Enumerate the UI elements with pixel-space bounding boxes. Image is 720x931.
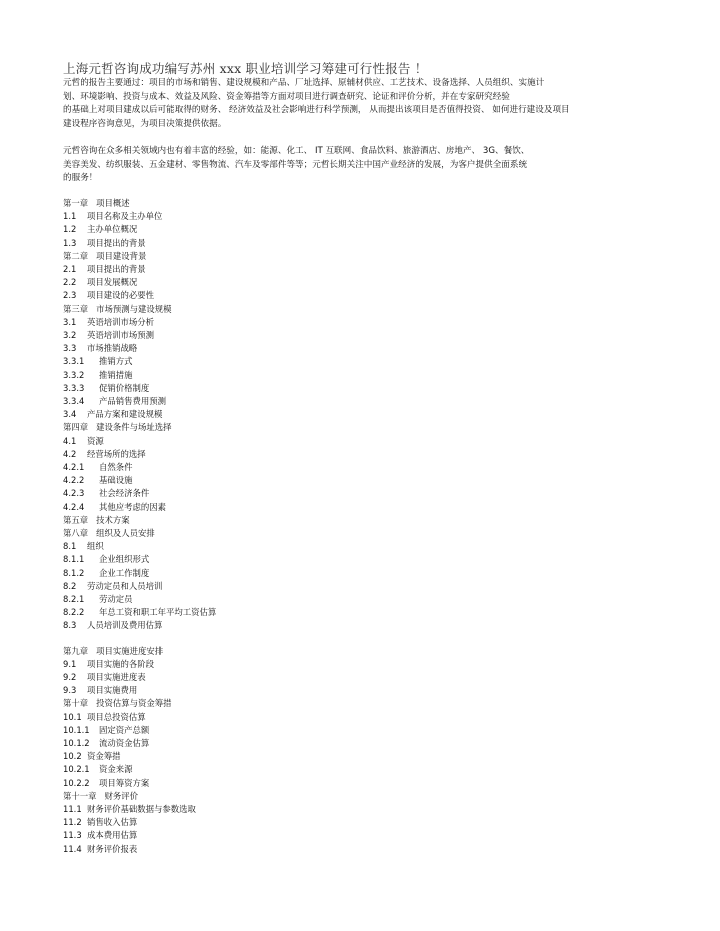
toc-entry-title: 项目建设背景: [96, 250, 147, 261]
toc-entry: [63, 804, 196, 815]
toc-entry-number: 11.3: [63, 830, 82, 841]
toc-entry-title: 投资估算与资金筹措: [96, 698, 172, 709]
about-line: 元哲咨询在众多相关领域内也有着丰富的经验，如：能源、化工、 IT 互联网、食品饮料、旅游酒店、房地产、 3G、餐饮、: [63, 146, 530, 156]
toc-entry: [63, 738, 149, 749]
toc-entry-number: 11.4: [63, 843, 82, 854]
toc-entry-title: 市场预测与建设规模: [96, 303, 172, 314]
about-line: 的服务！: [63, 173, 98, 183]
toc-entry: [63, 712, 146, 723]
toc-entry-title: 劳动定员和人员培训: [87, 580, 163, 591]
toc-entry: [63, 238, 146, 249]
toc-entry-title: 年总工资和职工年平均工资估算: [99, 607, 217, 618]
toc-entry: [63, 685, 137, 696]
toc-entry-title: 经营场所的选择: [87, 448, 146, 459]
toc-entry-number: 10.1: [63, 711, 82, 722]
intro-line: 元哲的报告主要通过：项目的市场和销售、建设规模和产品、厂址选择、原辅材供应、工艺技术、设备选择、人员组织、实施计: [63, 78, 545, 88]
toc-entry-number: 10.2: [63, 751, 82, 762]
toc-entry-number: 10.1.2: [63, 738, 90, 748]
toc-entry: [63, 817, 137, 828]
toc-entry: [63, 515, 130, 526]
toc-entry: [63, 791, 138, 802]
toc-entry-title: 项目概述: [96, 198, 130, 208]
toc-entry-number: 4.2.3: [63, 488, 85, 499]
toc-entry-number: 9.2: [63, 672, 77, 682]
toc-entry-title: 英语培训市场分析: [87, 316, 154, 327]
toc-entry-title: 项目建设的必要性: [87, 290, 154, 301]
toc-entry-title: 社会经济条件: [99, 488, 150, 499]
toc-entry-title: 技术方案: [96, 514, 130, 525]
toc-entry-number: 3.3.4: [63, 396, 85, 406]
toc-entry-title: 项目实施进度表: [87, 672, 146, 682]
toc-entry: [63, 764, 133, 775]
toc-entry: [63, 725, 149, 736]
toc-entry: [63, 488, 149, 499]
toc-entry-number: 11.1: [63, 804, 82, 814]
toc-entry: [63, 211, 162, 222]
toc-entry: [63, 751, 121, 762]
about-line: 美容美发、纺织服装、五金建材、零售物流、汽车及零部件等等；元哲长期关注中国产业经济的发展，为客户提供全面系统: [63, 159, 528, 170]
toc-entry-title: 项目筹资方案: [99, 777, 150, 788]
toc-entry: [63, 698, 172, 709]
toc-entry-title: 人员培训及费用估算: [87, 620, 163, 631]
toc-entry-title: 项目发展概况: [87, 277, 138, 288]
toc-entry: [63, 594, 133, 605]
toc-entry: [63, 620, 162, 631]
toc-entry-number: 10.1.1: [63, 724, 90, 735]
toc-entry: [63, 198, 130, 209]
toc-entry-title: 主办单位概况: [87, 224, 138, 235]
toc-entry-number: 10.2.2: [63, 777, 90, 788]
toc-entry-title: 项目名称及主办单位: [87, 211, 163, 222]
toc-entry-title: 产品方案和建设规模: [87, 409, 163, 420]
toc-entry-title: 企业组织形式: [99, 554, 150, 565]
toc-entry: [63, 330, 154, 341]
toc-entry-title: 产品销售费用预测: [99, 396, 166, 406]
toc-entry-number: 第四章: [63, 422, 89, 433]
toc-entry-number: 3.3.3: [63, 382, 85, 393]
toc-entry-title: 财务评价: [104, 790, 138, 801]
toc-entry-number: 8.1: [63, 541, 77, 552]
intro-line: 建设程序咨询意见，为项目决策提供依据。: [63, 118, 227, 129]
toc-entry-number: 11.2: [63, 817, 82, 828]
toc-entry-number: 3.3: [63, 343, 77, 354]
toc-entry: [63, 422, 172, 433]
toc-entry-title: 其他应考虑的因素: [99, 501, 166, 512]
toc-entry-title: 英语培训市场预测: [87, 330, 154, 340]
toc-entry-number: 4.2.4: [63, 501, 85, 512]
toc-entry-title: 基础设施: [99, 475, 133, 486]
toc-entry-title: 市场推销战略: [87, 343, 138, 354]
toc-entry: [63, 304, 172, 315]
toc-entry-number: 3.3.1: [63, 356, 85, 367]
toc-entry-number: 10.2.1: [63, 764, 90, 775]
toc-entry-title: 项目提出的背景: [87, 237, 146, 248]
toc-entry-title: 销售收入估算: [87, 817, 138, 828]
toc-entry: [63, 290, 154, 301]
toc-entry-number: 4.1: [63, 435, 77, 446]
toc-entry-title: 资金筹措: [87, 751, 121, 762]
toc-entry-number: 4.2.1: [63, 462, 85, 472]
toc-entry: [63, 646, 163, 657]
toc-entry-number: 第一章: [63, 198, 89, 208]
toc-entry: [63, 475, 133, 486]
document-title: 上海元哲咨询成功编写苏州 xxx 职业培训学习筹建可行性报告 ！: [63, 61, 428, 76]
toc-entry: [63, 224, 137, 235]
toc-entry-title: 项目提出的背景: [87, 264, 146, 274]
toc-entry-number: 9.3: [63, 685, 77, 696]
toc-entry-title: 自然条件: [99, 462, 133, 472]
toc-entry: [63, 449, 146, 460]
toc-entry: [63, 830, 137, 841]
toc-entry-number: 8.2.1: [63, 594, 85, 604]
toc-entry: [63, 370, 133, 381]
toc-entry-title: 项目实施进度安排: [96, 645, 164, 656]
toc-entry: [63, 502, 166, 513]
toc-entry-number: 8.1.2: [63, 567, 85, 578]
toc-entry-title: 成本费用估算: [87, 830, 138, 841]
toc-entry-number: 第三章: [63, 303, 89, 314]
toc-entry-number: 第二章: [63, 250, 89, 261]
toc-entry-number: 2.3: [63, 290, 77, 301]
toc-entry-title: 企业工作制度: [99, 567, 150, 578]
toc-entry-title: 流动资金估算: [99, 738, 150, 748]
toc-entry: [63, 409, 162, 420]
toc-entry: [63, 356, 133, 367]
toc-entry: [63, 844, 137, 855]
toc-entry-number: 第十章: [63, 698, 89, 709]
toc-entry: [63, 317, 154, 328]
toc-entry: [63, 581, 162, 592]
intro-line: 的基础上对项目建成以后可能取得的财务、 经济效益及社会影响进行科学预测， 从而提出该项目是否值得投资、 如何进行建设及项目: [63, 105, 570, 115]
toc-entry-title: 组织及人员安排: [96, 528, 155, 538]
toc-entry-title: 财务评价基础数据与参数选取: [87, 804, 196, 814]
toc-entry-number: 1.2: [63, 224, 77, 235]
toc-entry-title: 资金来源: [99, 764, 133, 775]
toc-entry: [63, 343, 137, 354]
toc-entry-number: 2.1: [63, 264, 77, 274]
toc-entry: [63, 277, 137, 288]
toc-entry-number: 第五章: [63, 514, 89, 525]
toc-entry-title: 项目实施费用: [87, 685, 138, 696]
intro-line: 划、环境影响、投资与成本、效益及风险、资金筹措等方面对项目进行调查研究、论证和评价分析，并在专家研究经验: [63, 91, 510, 102]
toc-entry-number: 2.2: [63, 277, 77, 288]
toc-entry-title: 建设条件与场址选择: [96, 422, 172, 433]
intro-paragraph: [63, 77, 603, 131]
toc-entry-number: 3.2: [63, 330, 77, 340]
toc-entry-title: 推销措施: [99, 369, 133, 380]
toc-entry-number: 第十一章: [63, 790, 97, 801]
toc-entry-number: 4.2.2: [63, 475, 85, 486]
toc-entry-number: 3.1: [63, 316, 77, 327]
toc-entry: [63, 396, 166, 407]
toc-entry: [63, 462, 133, 473]
toc-entry: [63, 672, 146, 683]
toc-entry-title: 推销方式: [99, 356, 133, 367]
toc-entry: [63, 541, 104, 552]
toc-entry: [63, 436, 104, 447]
toc-entry-number: 第九章: [63, 645, 89, 656]
toc-entry-number: 8.2: [63, 580, 77, 591]
toc-entry-number: 8.2.2: [63, 607, 85, 618]
toc-entry-title: 促销价格制度: [99, 382, 150, 393]
toc-entry: [63, 778, 149, 789]
toc-entry-title: 组织: [87, 541, 104, 552]
toc-entry: [63, 554, 149, 565]
toc-entry-title: 资源: [87, 435, 104, 446]
toc-entry-number: 1.3: [63, 237, 77, 248]
toc-entry: [63, 528, 155, 539]
toc-entry-title: 项目实施的各阶段: [87, 658, 154, 669]
toc-entry-title: 项目总投资估算: [87, 711, 146, 722]
toc-entry-number: 4.2: [63, 448, 77, 459]
toc-entry: [63, 251, 146, 262]
toc-entry-title: 劳动定员: [99, 594, 133, 604]
about-paragraph: [63, 145, 603, 186]
toc-entry: [63, 264, 146, 275]
toc-entry-number: 1.1: [63, 211, 77, 222]
toc-entry-number: 8.1.1: [63, 554, 85, 565]
toc-entry: [63, 568, 149, 579]
toc-entry-number: 3.4: [63, 409, 77, 420]
toc-entry: [63, 607, 216, 618]
toc-entry-number: 8.3: [63, 620, 77, 631]
toc-entry-title: 固定资产总额: [99, 724, 150, 735]
toc-entry-number: 3.3.2: [63, 369, 85, 380]
toc-entry-number: 9.1: [63, 658, 77, 669]
toc-entry: [63, 383, 149, 394]
toc-entry-title: 财务评价报表: [87, 843, 138, 854]
toc-entry-number: 第八章: [63, 528, 89, 538]
toc-entry: [63, 659, 154, 670]
